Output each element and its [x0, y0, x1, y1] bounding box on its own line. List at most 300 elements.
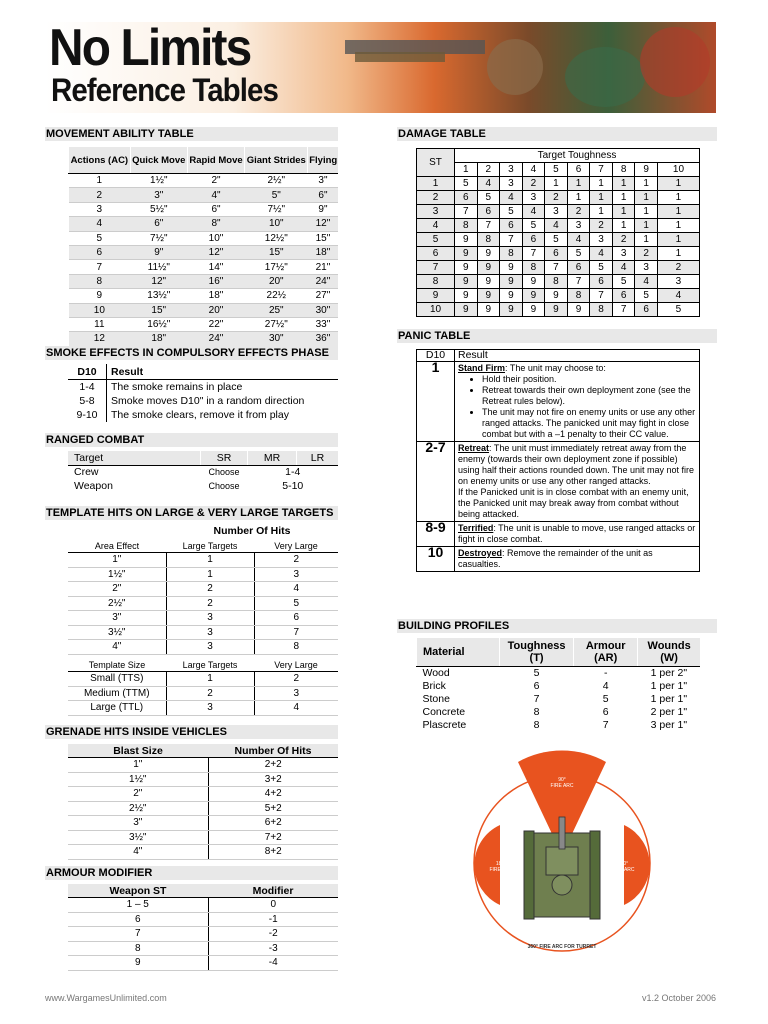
template-area-cell: 1" — [68, 553, 166, 568]
damage-row — [417, 247, 700, 261]
panic-roll: 2-7 — [417, 442, 455, 522]
movement-cell: 24" — [308, 274, 338, 288]
template-area-cell: 7 — [254, 625, 338, 640]
movement-cell: 15" — [308, 231, 338, 245]
template-size-cell: 3 — [254, 686, 338, 701]
grenade-col-header: Blast Size — [68, 744, 208, 758]
damage-cell: 5 — [635, 289, 658, 303]
damage-col-header: 5 — [545, 163, 568, 177]
grenade-col-header: Number Of Hits — [208, 744, 338, 758]
damage-cell: 1 — [545, 177, 568, 191]
armour-row — [68, 941, 338, 956]
damage-col-header: 4 — [522, 163, 545, 177]
building-cell: 5 — [602, 693, 609, 705]
template-size-cell: Large (TTL) — [68, 701, 166, 716]
movement-cell: 4" — [187, 188, 244, 202]
template-size-cell: Small (TTS) — [68, 672, 166, 687]
damage-header-row — [417, 149, 700, 163]
template-size-row — [68, 672, 338, 687]
panic-result-terrified — [455, 522, 700, 547]
template-area-cell: 8 — [254, 640, 338, 655]
grenade-cell: 4+2 — [208, 787, 338, 802]
building-cell: 7 — [602, 719, 609, 731]
building-row — [417, 680, 701, 693]
damage-st-label: ST — [417, 149, 455, 177]
damage-cell: 9 — [477, 289, 500, 303]
turret-arc-label: 360° FIRE ARC FOR TURRET — [527, 944, 597, 950]
grenade-row — [68, 830, 338, 845]
movement-row — [69, 217, 339, 231]
damage-cell: 9 — [500, 303, 523, 317]
damage-cell: 7 — [477, 219, 500, 233]
movement-cell: 22" — [187, 317, 244, 331]
ranged-cell: Weapon — [74, 479, 113, 492]
left-arc-line: 180° — [495, 861, 507, 867]
damage-st: 7 — [417, 261, 455, 275]
template-area-cell: 1 — [166, 553, 254, 568]
movement-cell: 6" — [130, 217, 187, 231]
damage-cell: 6 — [567, 261, 590, 275]
building-cell: Wood — [422, 667, 450, 679]
grenade-row — [68, 787, 338, 802]
damage-cell: 8 — [477, 233, 500, 247]
movement-cell: 10" — [245, 217, 308, 231]
smoke-row — [68, 380, 338, 395]
title-line1: No Limits — [49, 22, 251, 77]
building-cell: 1 per 2" — [650, 667, 688, 679]
panic-text: : Remove the remainder of the unit as casualties. — [458, 548, 653, 569]
damage-st: 5 — [417, 233, 455, 247]
movement-cell: 9" — [130, 245, 187, 259]
armour-cell: -3 — [208, 941, 338, 956]
template-size-row — [68, 701, 338, 716]
damage-cell: 8 — [522, 261, 545, 275]
damage-cell: 3 — [500, 177, 523, 191]
damage-col-header: 7 — [590, 163, 613, 177]
panic-table — [416, 349, 700, 572]
building-cell: Plascrete — [422, 719, 467, 731]
panic-text: : The unit must immediately retreat away from the enemy (towards their own deployment zone if possible) using half their actions rounded down. The unit may not fire on enemy units or use any other ranged attacks. — [458, 443, 694, 486]
building-cell: 1 per 1" — [650, 680, 688, 692]
ranged-col-lr: LR — [297, 451, 339, 466]
damage-cell: 7 — [567, 275, 590, 289]
damage-cell: 7 — [522, 247, 545, 261]
movement-row — [69, 202, 339, 216]
armour-cell: 1 – 5 — [68, 898, 208, 913]
movement-cell: 9" — [308, 202, 338, 216]
damage-cell: 1 — [612, 191, 635, 205]
grenade-table — [68, 744, 338, 860]
building-cell: 5 — [533, 667, 540, 679]
armour-table — [68, 884, 338, 971]
damage-cell: 3 — [545, 205, 568, 219]
grenade-heading: GRENADE HITS INSIDE VEHICLES — [45, 725, 338, 739]
panic-bullet: • The unit may not fire on enemy units or use any other ranged attacks. The panicked unit may fight in close combat but with a –1 penalty to their CC value. — [482, 407, 696, 440]
ranged-col-mr: MR — [248, 451, 297, 466]
damage-group-header: Target Toughness — [455, 149, 700, 163]
template-size-col-header: Very Large — [254, 658, 338, 672]
template-area-cell: 3 — [166, 625, 254, 640]
panic-name: Stand Firm — [458, 363, 506, 373]
damage-row — [417, 177, 700, 191]
template-area-cell: 6 — [254, 611, 338, 626]
ranged-cell: 1-4 — [285, 466, 301, 479]
building-row — [417, 706, 701, 719]
damage-cell: 9 — [522, 303, 545, 317]
smoke-heading: SMOKE EFFECTS IN COMPULSORY EFFECTS PHASE — [45, 346, 338, 360]
grenade-row — [68, 845, 338, 860]
armour-cell: -4 — [208, 956, 338, 971]
movement-cell: 11 — [69, 317, 131, 331]
damage-cell: 9 — [477, 247, 500, 261]
building-cell: 8 — [533, 719, 540, 731]
damage-cell: 1 — [657, 177, 699, 191]
template-area-row — [68, 553, 338, 568]
damage-cell: 4 — [522, 205, 545, 219]
damage-cell: 5 — [567, 247, 590, 261]
building-heading: BUILDING PROFILES — [397, 619, 717, 633]
movement-cell: 9 — [69, 289, 131, 303]
damage-cell: 8 — [567, 289, 590, 303]
template-area-row — [68, 640, 338, 655]
damage-row — [417, 275, 700, 289]
movement-cell: 2" — [187, 174, 244, 188]
footer-version: v1.2 October 2006 — [641, 993, 716, 1003]
movement-cell: 3" — [308, 174, 338, 188]
armour-row — [68, 898, 338, 913]
building-table — [416, 638, 700, 732]
damage-col-header: 3 — [500, 163, 523, 177]
damage-cell: 2 — [612, 233, 635, 247]
movement-cell: 16½" — [130, 317, 187, 331]
armour-col-header: Modifier — [208, 884, 338, 898]
movement-cell: 3 — [69, 202, 131, 216]
damage-cell: 1 — [657, 219, 699, 233]
damage-row — [417, 233, 700, 247]
damage-cell: 8 — [590, 303, 613, 317]
ranged-heading: RANGED COMBAT — [45, 433, 338, 447]
damage-cell: 6 — [477, 205, 500, 219]
armour-cell: 8 — [68, 941, 208, 956]
damage-cell: 1 — [612, 205, 635, 219]
grenade-row — [68, 816, 338, 831]
smoke-result: The smoke remains in place — [111, 380, 243, 393]
movement-cell: 22½ — [245, 289, 308, 303]
damage-row — [417, 219, 700, 233]
damage-st: 2 — [417, 191, 455, 205]
damage-cell: 5 — [477, 191, 500, 205]
panic-result-stand-firm — [455, 362, 700, 442]
armour-heading: ARMOUR MODIFIER — [45, 866, 338, 880]
building-cell: Brick — [422, 680, 446, 692]
movement-cell: 30" — [245, 332, 308, 346]
armour-row — [68, 956, 338, 971]
damage-cell: 1 — [567, 191, 590, 205]
damage-cell: 9 — [545, 289, 568, 303]
movement-cell: 1 — [69, 174, 131, 188]
grenade-cell: 2" — [68, 787, 208, 802]
building-col-header: Wounds (W) — [638, 638, 700, 667]
damage-cell: 6 — [455, 191, 478, 205]
damage-cell: 9 — [545, 303, 568, 317]
movement-cell: 12" — [130, 274, 187, 288]
movement-col-header: Rapid Move — [187, 147, 244, 174]
template-area-cell: 1 — [166, 567, 254, 582]
movement-cell: 4 — [69, 217, 131, 231]
damage-cell: 9 — [455, 303, 478, 317]
template-area-cell: 2½" — [68, 596, 166, 611]
movement-cell: 18" — [308, 245, 338, 259]
damage-st: 3 — [417, 205, 455, 219]
panic-result-destroyed — [455, 547, 700, 572]
template-heading: TEMPLATE HITS ON LARGE & VERY LARGE TARGETS — [45, 506, 338, 520]
grenade-cell: 5+2 — [208, 801, 338, 816]
damage-cell: 9 — [455, 275, 478, 289]
damage-cell: 3 — [635, 261, 658, 275]
damage-cell: 4 — [657, 289, 699, 303]
panic-name: Destroyed — [458, 548, 503, 558]
damage-cell: 7 — [612, 303, 635, 317]
damage-st: 4 — [417, 219, 455, 233]
template-area-row — [68, 625, 338, 640]
movement-cell: 15" — [130, 303, 187, 317]
damage-cell: 4 — [612, 261, 635, 275]
movement-col-header: Quick Move — [130, 147, 187, 174]
tank-icon — [524, 817, 600, 919]
damage-cell: 6 — [522, 233, 545, 247]
movement-row — [69, 260, 339, 274]
damage-cell: 2 — [635, 247, 658, 261]
damage-cell: 2 — [590, 219, 613, 233]
panic-roll: 1 — [417, 362, 455, 442]
damage-cell: 3 — [522, 191, 545, 205]
damage-cell: 4 — [477, 177, 500, 191]
building-cell: 6 — [602, 706, 609, 718]
damage-cell: 9 — [522, 289, 545, 303]
movement-cell: 7½" — [130, 231, 187, 245]
movement-row — [69, 245, 339, 259]
damage-cell: 4 — [500, 191, 523, 205]
template-area-cell: 1½" — [68, 567, 166, 582]
damage-cell: 3 — [567, 219, 590, 233]
damage-cell: 1 — [590, 191, 613, 205]
damage-cell: 5 — [590, 261, 613, 275]
building-row — [417, 693, 701, 706]
movement-cell: 18" — [130, 332, 187, 346]
template-group-header: Number Of Hits — [213, 525, 291, 537]
ranged-cell: Crew — [74, 466, 99, 479]
movement-cell: 33" — [308, 317, 338, 331]
building-cell: 8 — [533, 706, 540, 718]
template-area-row — [68, 596, 338, 611]
damage-cell: 5 — [455, 177, 478, 191]
armour-cell: -1 — [208, 912, 338, 927]
damage-cell: 3 — [590, 233, 613, 247]
building-cell: 6 — [533, 680, 540, 692]
movement-cell: 5 — [69, 231, 131, 245]
template-size-col-header: Large Targets — [166, 658, 254, 672]
damage-cell: 2 — [567, 205, 590, 219]
movement-cell: 6" — [187, 202, 244, 216]
armour-cell: -2 — [208, 927, 338, 942]
damage-cell: 9 — [455, 289, 478, 303]
damage-cell: 1 — [635, 233, 658, 247]
movement-cell: 13½" — [130, 289, 187, 303]
movement-table — [68, 147, 338, 347]
ranged-cell: 5-10 — [282, 479, 304, 492]
movement-cell: 6" — [308, 188, 338, 202]
grenade-cell: 4" — [68, 845, 208, 860]
movement-cell: 36" — [308, 332, 338, 346]
smoke-col-result: Result — [107, 364, 339, 380]
movement-cell: 10" — [187, 231, 244, 245]
grenade-cell: 1" — [68, 758, 208, 773]
building-cell: - — [603, 667, 608, 679]
ranged-cell: Choose — [208, 467, 240, 478]
template-size-cell: 1 — [166, 672, 254, 687]
grenade-cell: 1½" — [68, 772, 208, 787]
damage-col-header: 6 — [567, 163, 590, 177]
template-area-row — [68, 582, 338, 597]
damage-cell: 9 — [500, 261, 523, 275]
template-size-cell: Medium (TTM) — [68, 686, 166, 701]
template-area-cell: 5 — [254, 596, 338, 611]
movement-cell: 27½" — [245, 317, 308, 331]
damage-cell: 6 — [635, 303, 658, 317]
movement-cell: 2½" — [245, 174, 308, 188]
movement-col-header: Actions (AC) — [69, 147, 131, 174]
damage-cell: 1 — [635, 177, 658, 191]
damage-col-header: 2 — [477, 163, 500, 177]
template-size-cell: 4 — [254, 701, 338, 716]
damage-cell: 9 — [455, 233, 478, 247]
ranged-cell: Choose — [208, 480, 240, 491]
armour-cell: 9 — [68, 956, 208, 971]
template-area-col-header: Area Effect — [68, 539, 166, 553]
movement-cell: 25" — [245, 303, 308, 317]
smoke-roll: 9-10 — [68, 408, 107, 422]
damage-cell: 9 — [500, 275, 523, 289]
movement-row — [69, 174, 339, 188]
damage-cell: 6 — [612, 289, 635, 303]
building-row — [417, 667, 701, 681]
template-size-row — [68, 686, 338, 701]
damage-cell: 5 — [522, 219, 545, 233]
damage-cell: 3 — [612, 247, 635, 261]
movement-cell: 14" — [187, 260, 244, 274]
smoke-row — [68, 394, 338, 408]
damage-cell: 5 — [657, 303, 699, 317]
damage-cell: 5 — [545, 233, 568, 247]
movement-row — [69, 231, 339, 245]
damage-cell: 7 — [500, 233, 523, 247]
building-col-header: Material — [417, 638, 500, 667]
movement-row — [69, 289, 339, 303]
template-area-cell: 2 — [166, 582, 254, 597]
building-col-header: Toughness (T) — [500, 638, 574, 667]
panic-heading: PANIC TABLE — [397, 329, 717, 343]
grenade-cell: 3½" — [68, 830, 208, 845]
template-area-row — [68, 567, 338, 582]
damage-col-header: 9 — [635, 163, 658, 177]
building-cell: 7 — [533, 693, 540, 705]
movement-cell: 18" — [187, 289, 244, 303]
panic-bullet: • Retreat towards their own deployment zone (see the Retreat rules below). — [482, 385, 696, 407]
template-area-cell: 3 — [166, 611, 254, 626]
movement-cell: 12½" — [245, 231, 308, 245]
template-area-cell: 4 — [254, 582, 338, 597]
movement-cell: 2 — [69, 188, 131, 202]
movement-cell: 20" — [187, 303, 244, 317]
grenade-cell: 7+2 — [208, 830, 338, 845]
damage-cell: 5 — [612, 275, 635, 289]
armour-cell: 6 — [68, 912, 208, 927]
panic-col-result: Result — [455, 350, 700, 362]
template-size-cell: 2 — [254, 672, 338, 687]
damage-cell: 1 — [635, 205, 658, 219]
movement-cell: 11½" — [130, 260, 187, 274]
damage-cell: 4 — [545, 219, 568, 233]
damage-row — [417, 289, 700, 303]
damage-cell: 2 — [545, 191, 568, 205]
movement-cell: 24" — [187, 332, 244, 346]
movement-heading: MOVEMENT ABILITY TABLE — [45, 127, 338, 141]
ranged-col-target: Target — [68, 451, 201, 466]
movement-cell: 17½" — [245, 260, 308, 274]
armour-col-header: Weapon ST — [68, 884, 208, 898]
grenade-cell: 8+2 — [208, 845, 338, 860]
damage-cell: 1 — [635, 219, 658, 233]
damage-cell: 1 — [567, 177, 590, 191]
armour-row — [68, 927, 338, 942]
damage-cell: 2 — [522, 177, 545, 191]
movement-cell: 3" — [130, 188, 187, 202]
footer-website: www.WargamesUnlimited.com — [45, 993, 167, 1003]
template-area-col-header: Large Targets — [166, 539, 254, 553]
damage-cell: 1 — [657, 205, 699, 219]
movement-cell: 7 — [69, 260, 131, 274]
grenade-cell: 3+2 — [208, 772, 338, 787]
panic-name: Terrified — [458, 523, 494, 533]
building-cell: 3 per 1" — [650, 719, 688, 731]
damage-cell: 1 — [590, 205, 613, 219]
template-area-cell: 4" — [68, 640, 166, 655]
panic-roll: 8-9 — [417, 522, 455, 547]
movement-cell: 5" — [245, 188, 308, 202]
damage-col-header: 8 — [612, 163, 635, 177]
damage-row — [417, 191, 700, 205]
armour-cell: 7 — [68, 927, 208, 942]
damage-cell: 4 — [567, 233, 590, 247]
right-arc-line: 180° — [617, 861, 629, 867]
damage-cell: 6 — [590, 275, 613, 289]
movement-col-header: Giant Strides — [245, 147, 308, 174]
damage-cell: 3 — [657, 275, 699, 289]
template-size-cell: 2 — [166, 686, 254, 701]
damage-cell: 9 — [522, 275, 545, 289]
damage-st: 6 — [417, 247, 455, 261]
damage-cell: 1 — [612, 219, 635, 233]
template-size-col-header: Template Size — [68, 658, 166, 672]
damage-cell: 6 — [545, 247, 568, 261]
damage-cell: 1 — [612, 177, 635, 191]
title-line2: Reference Tables — [51, 72, 278, 108]
smoke-col-d10: D10 — [68, 364, 107, 380]
damage-cell: 7 — [545, 261, 568, 275]
smoke-roll: 1-4 — [68, 380, 107, 395]
grenade-row — [68, 758, 338, 773]
building-row — [417, 719, 701, 732]
